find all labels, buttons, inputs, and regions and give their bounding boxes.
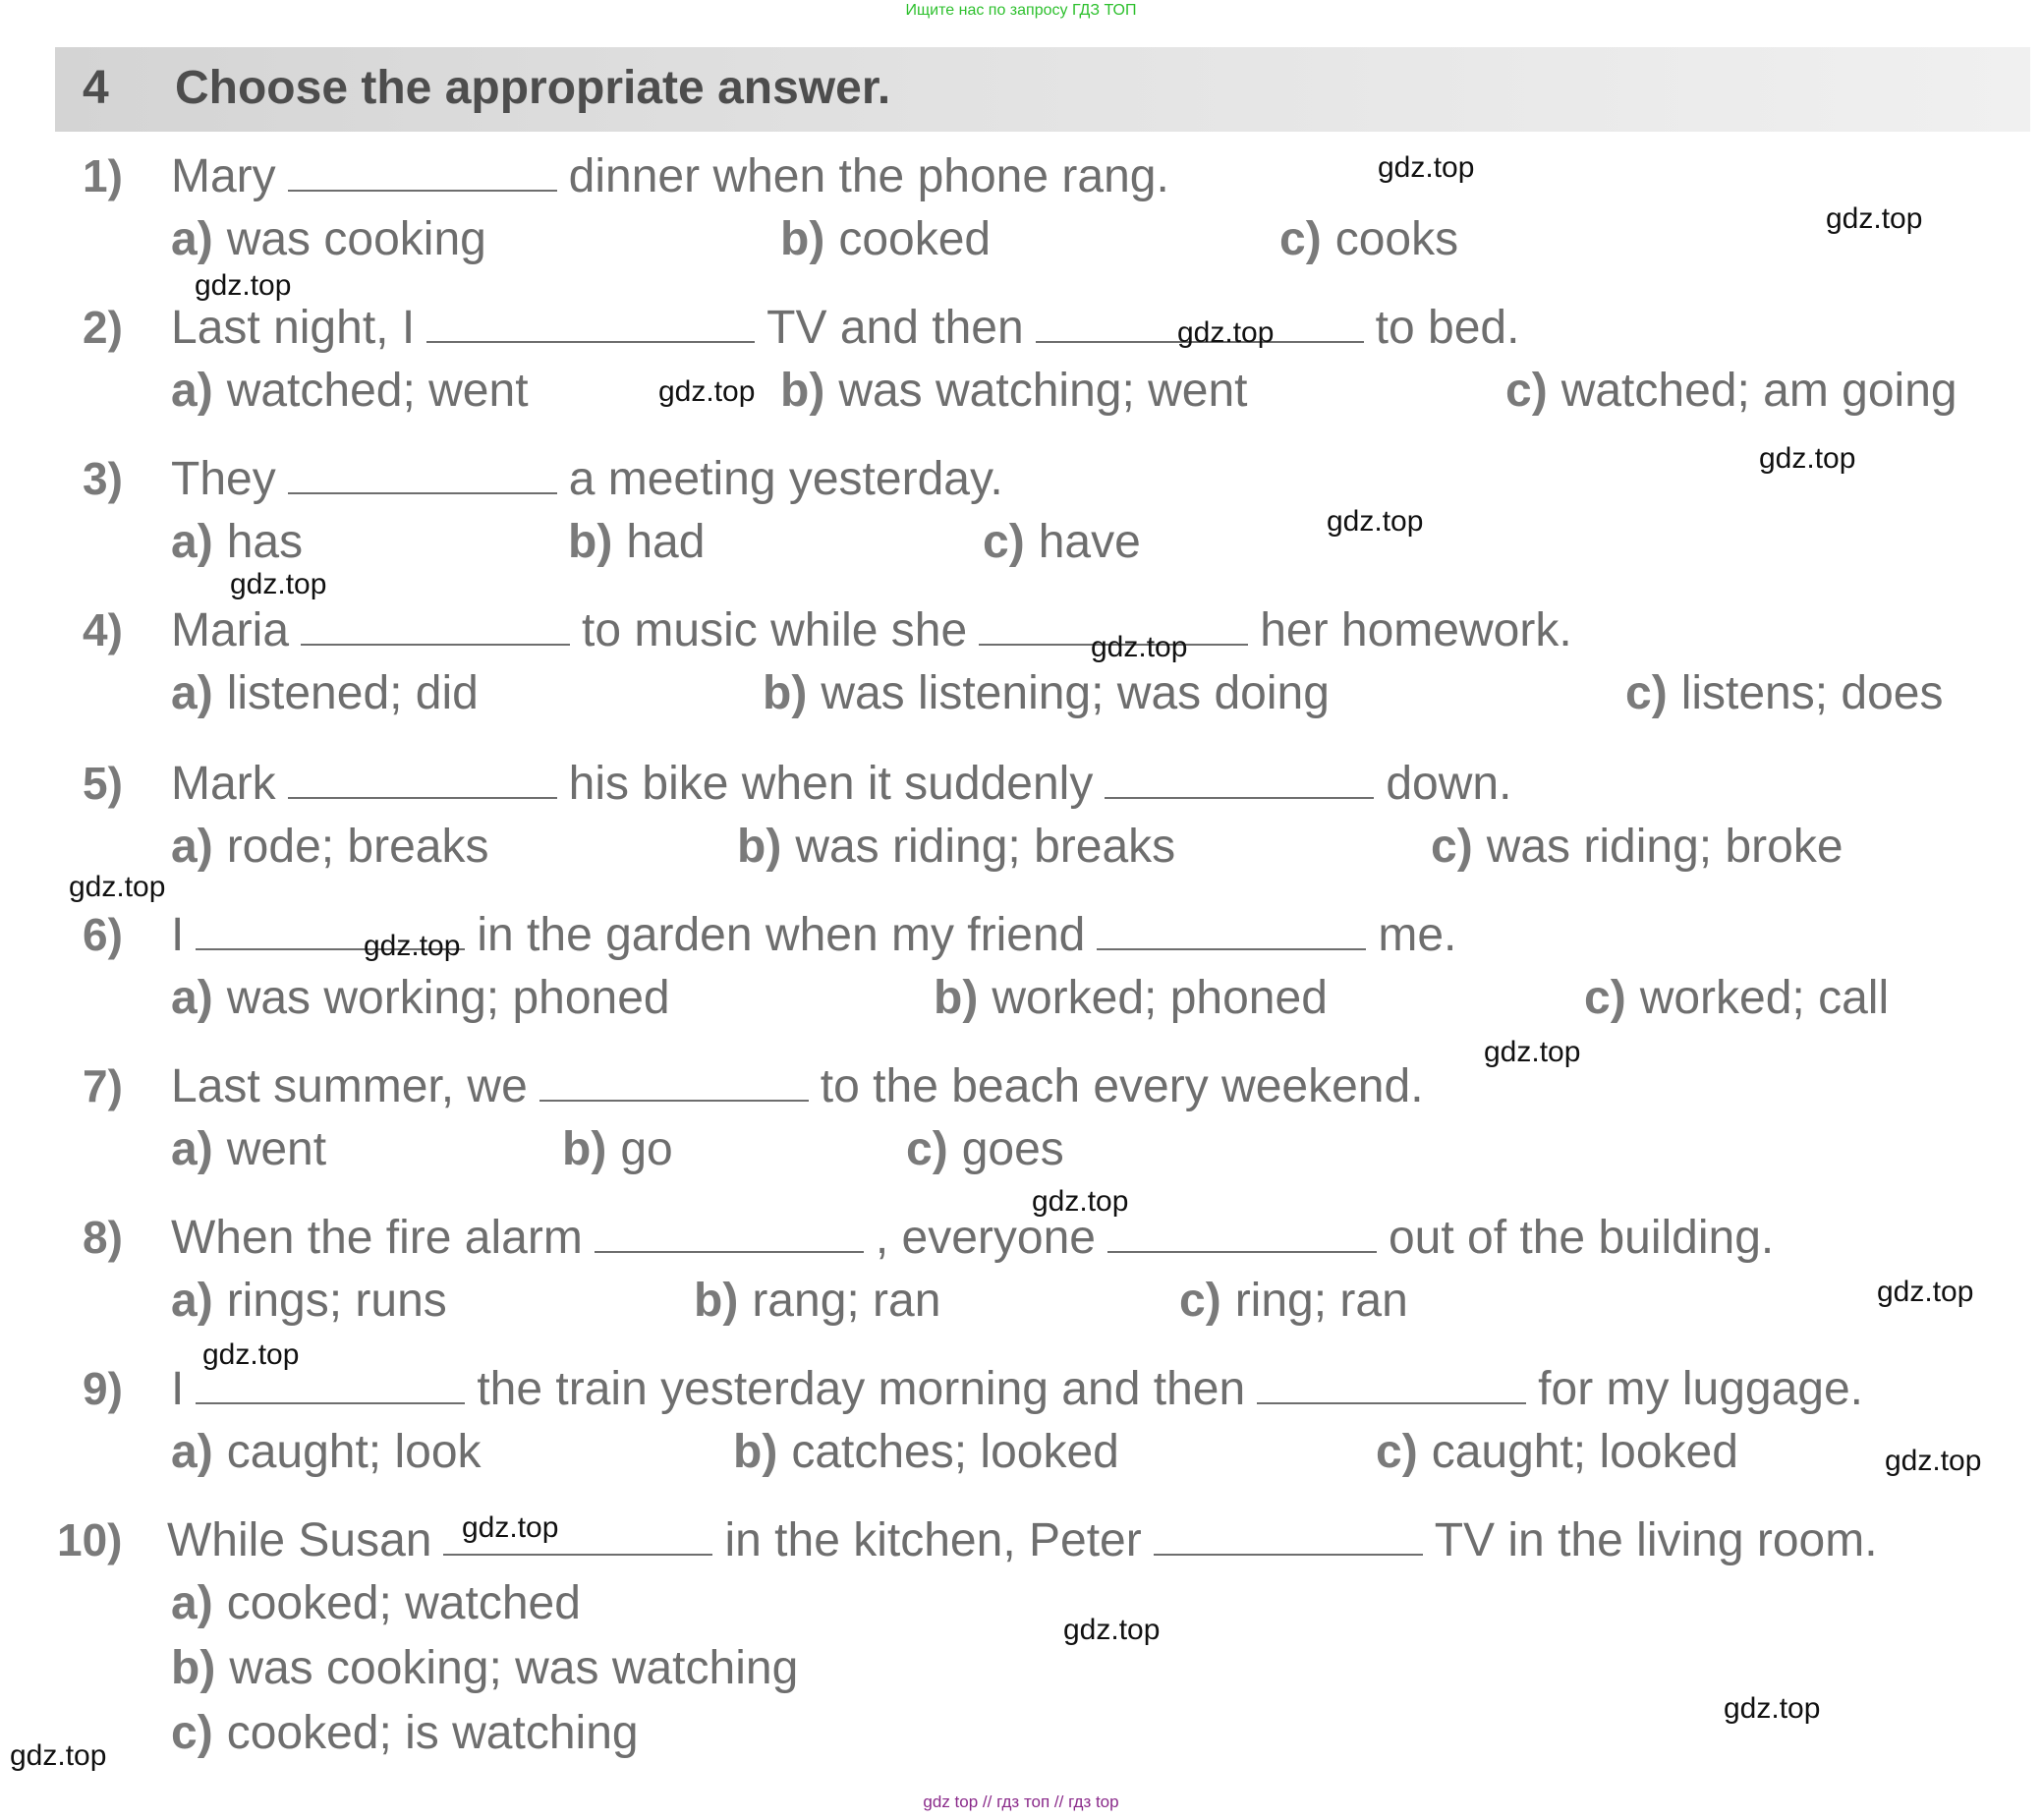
answer-blank[interactable]: [426, 302, 755, 343]
option-a[interactable]: a) was working; phoned: [171, 972, 670, 1024]
option-c[interactable]: c) ring; ran: [1179, 1275, 1408, 1327]
question-10: [0, 1513, 2042, 1779]
answer-blank[interactable]: [1154, 1514, 1423, 1556]
option-b[interactable]: b) catches; looked: [733, 1426, 1119, 1478]
option-a[interactable]: a) cooked; watched: [171, 1577, 581, 1629]
answer-blank[interactable]: [1105, 758, 1374, 799]
watermark: gdz.top: [202, 1338, 300, 1371]
answer-blank[interactable]: [1257, 1363, 1526, 1404]
watermark: gdz.top: [1378, 151, 1475, 184]
question-stem: Maria to music while she her homework.: [171, 604, 1572, 656]
question-number: 7): [83, 1060, 123, 1111]
watermark: gdz.top: [230, 568, 327, 600]
question-stem: When the fire alarm , everyone out of the building.: [171, 1212, 1775, 1264]
question-number: 6): [83, 909, 123, 960]
watermark: gdz.top: [1724, 1692, 1821, 1725]
question-stem: I the train yesterday morning and then for my luggage.: [171, 1363, 1863, 1415]
watermark: gdz.top: [10, 1739, 107, 1772]
answer-blank[interactable]: [1107, 1212, 1377, 1253]
question-number: 9): [83, 1363, 123, 1414]
option-a[interactable]: a) rode; breaks: [171, 821, 489, 873]
option-c[interactable]: c) was riding; broke: [1431, 821, 1843, 873]
option-a[interactable]: a) went: [171, 1123, 327, 1175]
watermark: gdz.top: [1759, 442, 1856, 475]
option-c[interactable]: c) goes: [906, 1123, 1064, 1175]
question-number: 3): [83, 453, 123, 504]
watermark: gdz.top: [1327, 505, 1424, 538]
option-b[interactable]: b) was watching; went: [780, 365, 1248, 417]
option-b[interactable]: b) cooked: [780, 213, 992, 265]
question-5: [0, 757, 2042, 904]
watermark: gdz.top: [1877, 1276, 1974, 1308]
option-b[interactable]: b) was cooking; was watching: [171, 1642, 799, 1694]
option-a[interactable]: a) was cooking: [171, 213, 486, 265]
question-4: [0, 603, 2042, 751]
option-a[interactable]: a) has: [171, 516, 304, 568]
watermark: gdz.top: [1885, 1445, 1982, 1477]
question-stem: I in the garden when my friend me.: [171, 909, 1457, 961]
question-stem: They a meeting yesterday.: [171, 453, 1003, 505]
question-number: 1): [83, 150, 123, 201]
option-a[interactable]: a) listened; did: [171, 667, 479, 719]
answer-blank[interactable]: [288, 453, 557, 494]
answer-blank[interactable]: [539, 1060, 809, 1102]
option-c[interactable]: c) have: [983, 516, 1141, 568]
question-stem: While Susan in the kitchen, Peter TV in the living room.: [167, 1514, 1878, 1566]
watermark: gdz.top: [658, 375, 756, 408]
option-a[interactable]: a) rings; runs: [171, 1275, 447, 1327]
option-b[interactable]: b) rang; ran: [694, 1275, 941, 1327]
option-c[interactable]: c) cooks: [1279, 213, 1459, 265]
question-number: 8): [83, 1212, 123, 1263]
question-stem: Last night, I TV and then to bed.: [171, 302, 1520, 354]
footer-links: gdz top // гдз топ // гдз top: [923, 1792, 1119, 1811]
question-9: [0, 1362, 2042, 1509]
question-8: [0, 1211, 2042, 1358]
option-c[interactable]: c) caught; looked: [1376, 1426, 1738, 1478]
option-b[interactable]: b) was riding; breaks: [737, 821, 1176, 873]
option-a[interactable]: a) watched; went: [171, 365, 529, 417]
option-b[interactable]: b) worked; phoned: [934, 972, 1328, 1024]
answer-blank[interactable]: [288, 758, 557, 799]
watermark: gdz.top: [364, 930, 461, 962]
watermark: gdz.top: [1032, 1185, 1129, 1218]
exercise-title: Choose the appropriate answer.: [175, 62, 891, 114]
question-stem: Mary dinner when the phone rang.: [171, 150, 1169, 202]
option-b[interactable]: b) go: [562, 1123, 673, 1175]
exercise-number: 4: [83, 62, 109, 114]
watermark: gdz.top: [1177, 316, 1275, 349]
question-stem: Last summer, we to the beach every weekend.: [171, 1060, 1424, 1112]
question-7: [0, 1059, 2042, 1207]
option-b[interactable]: b) was listening; was doing: [763, 667, 1330, 719]
question-6: [0, 908, 2042, 1055]
answer-blank[interactable]: [301, 604, 570, 646]
watermark: gdz.top: [1484, 1036, 1581, 1068]
watermark: gdz.top: [1826, 202, 1923, 235]
watermark: gdz.top: [69, 871, 166, 903]
question-number: 4): [83, 604, 123, 655]
option-c[interactable]: c) worked; call: [1584, 972, 1890, 1024]
option-c[interactable]: c) watched; am going: [1505, 365, 1957, 417]
question-2: [0, 301, 2042, 448]
answer-blank[interactable]: [595, 1212, 864, 1253]
question-number: 2): [83, 302, 123, 353]
watermark: gdz.top: [1091, 631, 1188, 663]
watermark: gdz.top: [195, 269, 292, 302]
top-banner: Ищите нас по запросу ГДЗ ТОП: [905, 2, 1137, 19]
option-a[interactable]: a) caught; look: [171, 1426, 482, 1478]
question-number: 5): [83, 758, 123, 809]
question-stem: Mark his bike when it suddenly down.: [171, 758, 1512, 810]
option-b[interactable]: b) had: [568, 516, 706, 568]
question-number: 10): [57, 1514, 123, 1565]
answer-blank[interactable]: [288, 150, 557, 192]
watermark: gdz.top: [462, 1511, 559, 1544]
option-c[interactable]: c) listens; does: [1625, 667, 1944, 719]
question-1: [0, 149, 2042, 297]
answer-blank[interactable]: [1097, 909, 1366, 950]
watermark: gdz.top: [1063, 1614, 1161, 1646]
option-c[interactable]: c) cooked; is watching: [171, 1707, 639, 1759]
